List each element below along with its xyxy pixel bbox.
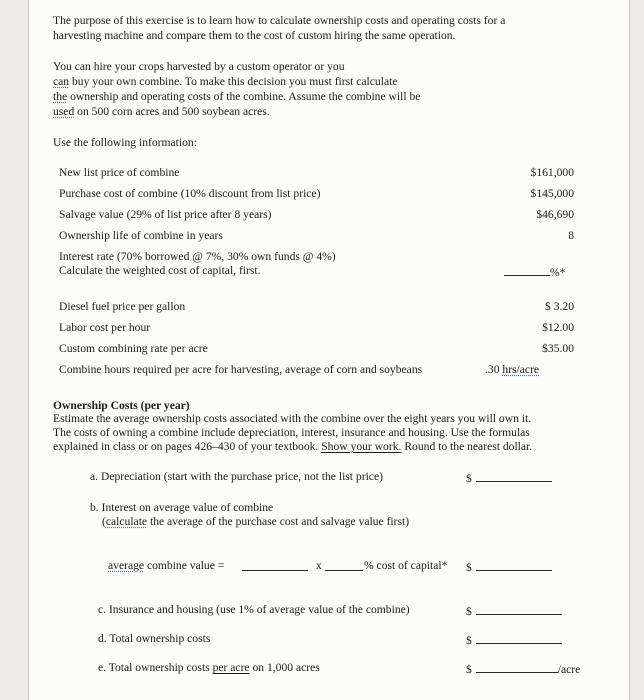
- item-b-answer[interactable]: [466, 559, 552, 575]
- item-e-unit: /acre: [557, 663, 581, 676]
- item-e-per-acre: per acre: [212, 661, 250, 674]
- ownership-line-3-c: Round to the nearest dollar.: [401, 440, 533, 453]
- op-value-labor: $12.00: [542, 321, 574, 334]
- capital-rate-label: % cost of capital*: [364, 559, 448, 572]
- info-label-purchase-cost: Purchase cost of combine (10% discount from list price): [59, 187, 321, 200]
- info-value-life: 8: [568, 229, 574, 242]
- info-label-life: Ownership life of combine in years: [59, 229, 223, 242]
- info-value-list-price: $161,000: [530, 166, 574, 179]
- para-word-can: can: [53, 75, 70, 88]
- ownership-line-2: The costs of owning a combine include depreciation, interest, insurance and housing. Use the formulas: [53, 426, 530, 439]
- para-line-4: [53, 105, 270, 119]
- op-value-diesel: $ 3.20: [545, 300, 574, 313]
- para-line-2-rest: buy your own combine. To make this decision you must first calculate: [69, 75, 398, 88]
- item-e-a: e. Total ownership costs: [98, 661, 213, 674]
- item-b-note: [102, 515, 409, 529]
- item-d-label: d. Total ownership costs: [98, 632, 211, 645]
- op-value-hours-number: .30: [485, 363, 503, 376]
- avg-value-blank[interactable]: [242, 559, 308, 575]
- op-label-labor: Labor cost per hour: [59, 321, 151, 334]
- op-label-diesel: Diesel fuel price per gallon: [59, 300, 186, 313]
- info-label-salvage: Salvage value (29% of list price after 8 years): [59, 208, 272, 221]
- item-b-label: b. Interest on average value of combine: [90, 501, 274, 514]
- item-d-dollar: $: [466, 634, 472, 647]
- item-c-dollar: $: [466, 605, 472, 618]
- para-line-1: You can hire your crops harvested by a custom operator or you: [53, 60, 345, 73]
- capital-blank[interactable]: [504, 264, 565, 280]
- para-word-used: used: [53, 105, 75, 118]
- item-e-label: [98, 661, 320, 675]
- avg-value-row: [108, 559, 224, 573]
- item-b-note-rest: the average of the purchase cost and salvage value first): [147, 515, 410, 528]
- item-e-answer[interactable]: [466, 661, 580, 677]
- para-line-3: [53, 90, 420, 104]
- show-your-work: Show your work.: [321, 440, 402, 453]
- ownership-heading: Ownership Costs (per year): [53, 399, 190, 412]
- item-b-note-paren: (: [102, 515, 106, 528]
- op-label-custom-rate: Custom combining rate per acre: [59, 342, 208, 355]
- item-a-label: a. Depreciation (start with the purchase price, not the list price): [90, 470, 383, 483]
- item-c-blank[interactable]: [476, 603, 562, 615]
- capital-rate-blank[interactable]: [325, 559, 363, 575]
- item-b-dollar: $: [466, 561, 472, 574]
- item-a-answer[interactable]: [466, 470, 552, 486]
- avg-word: average: [108, 559, 145, 572]
- para-line-3-rest: ownership and operating costs of the combine. Assume the combine will be: [67, 90, 421, 103]
- item-e-c: on 1,000 acres: [249, 661, 320, 674]
- avg-label: combine value =: [144, 559, 225, 572]
- times-sign: x: [316, 559, 322, 572]
- intro-line-1: The purpose of this exercise is to learn how to calculate ownership costs and operating costs for a: [53, 14, 506, 27]
- capital-suffix: %*: [550, 266, 566, 279]
- use-info-heading: Use the following information:: [53, 136, 197, 149]
- para-word-the: the: [53, 90, 68, 103]
- ownership-line-3: [53, 440, 532, 454]
- item-a-blank[interactable]: [476, 470, 552, 482]
- intro-line-2: harvesting machine and compare them to the cost of custom hiring the same operation.: [53, 29, 456, 42]
- interest-line-2: Calculate the weighted cost of capital, first.: [59, 264, 261, 277]
- capital-blank-line[interactable]: [504, 264, 550, 276]
- interest-line-1: Interest rate (70% borrowed @ 7%, 30% own funds @ 4%): [59, 250, 336, 263]
- worksheet-page: [28, 0, 630, 700]
- item-e-blank[interactable]: [476, 661, 558, 673]
- item-d-blank[interactable]: [476, 632, 562, 644]
- item-e-dollar: $: [466, 663, 472, 676]
- item-b-note-calculate: calculate: [105, 515, 148, 528]
- ownership-line-1: Estimate the average ownership costs associated with the combine over the eight years you will own it.: [53, 412, 532, 425]
- ownership-line-3-a: explained in class or on pages 426–430 of your textbook.: [53, 440, 322, 453]
- item-b-blank[interactable]: [476, 559, 552, 571]
- para-line-4-rest: on 500 corn acres and 500 soybean acres.: [74, 105, 270, 118]
- item-c-answer[interactable]: [466, 603, 562, 619]
- para-line-2: [53, 75, 397, 89]
- op-label-hours: Combine hours required per acre for harvesting, average of corn and soybeans: [59, 363, 423, 376]
- op-value-hours: [485, 363, 539, 377]
- info-label-list-price: New list price of combine: [59, 166, 180, 179]
- op-value-custom-rate: $35.00: [542, 342, 574, 355]
- capital-rate-blank-line[interactable]: [325, 559, 363, 571]
- info-value-purchase-cost: $145,000: [530, 187, 574, 200]
- item-a-dollar: $: [466, 472, 472, 485]
- item-c-label: c. Insurance and housing (use 1% of average value of the combine): [98, 603, 410, 616]
- info-value-salvage: $46,690: [536, 208, 574, 221]
- op-value-hours-unit: hrs/acre: [502, 363, 540, 376]
- avg-value-blank-line[interactable]: [242, 559, 308, 571]
- item-d-answer[interactable]: [466, 632, 562, 648]
